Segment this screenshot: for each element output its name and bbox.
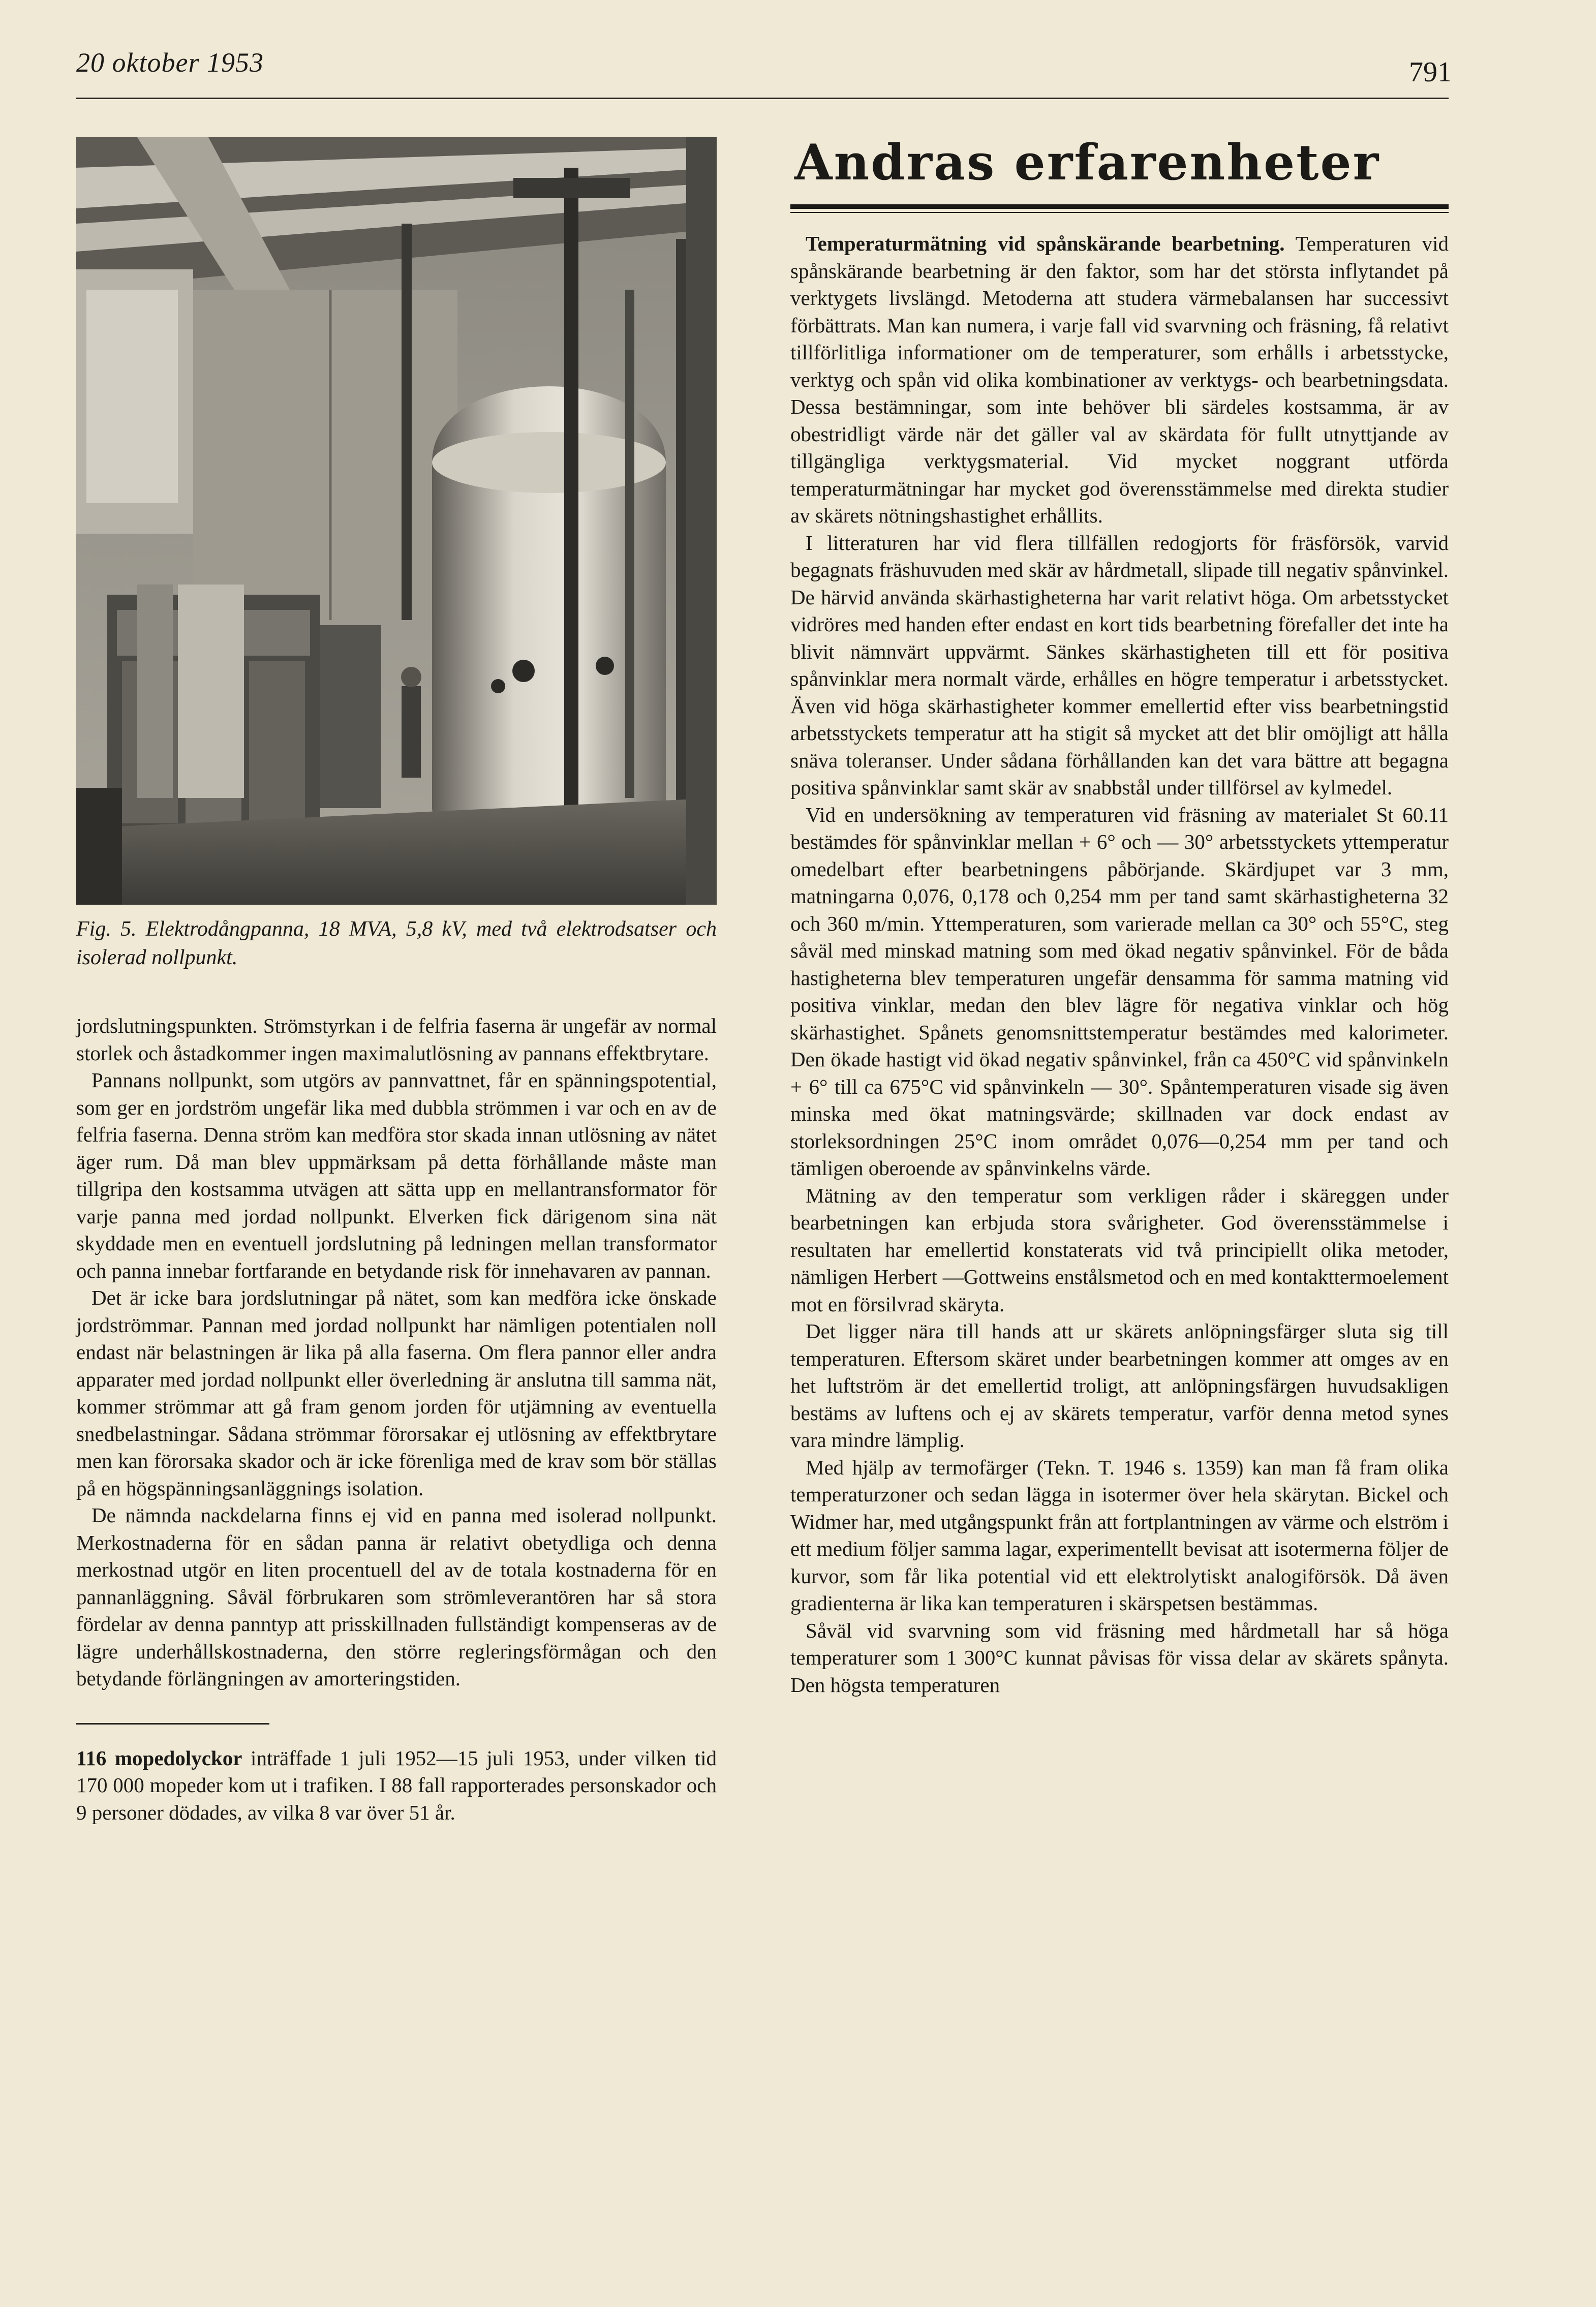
title-rule-thick [790, 204, 1449, 209]
lead-heading: Temperaturmätning vid spånskärande bearbetning. [806, 232, 1285, 255]
lead-paragraph [790, 230, 1449, 530]
right-paragraph: Det ligger nära till hands att ur skärets anlöpningsfärger sluta sig till temperaturen. Eftersom skäret under bearbetningen kommer att omges av en het luftström är det emellertid troligt, att anlöpningsfärgen huvudsakligen bestäms av luftens och ej av skärets temperatur, varför denna metod synes vara mindre lämplig. [790, 1319, 1449, 1452]
right-paragraph: Mätning av den temperatur som verkligen råder i skäreggen under bearbetningen kan erbjuda stora svårigheter. God överensstämmelse i resultaten har emellertid konstaterats vid två principiellt olika metoder, nämligen Herbert —Gottweins enstålsmetod och en med kontakttermoelement mot en försilvrad skäryta. [790, 1183, 1449, 1316]
figure-caption [76, 915, 717, 972]
boiler-photo-drawing [76, 137, 717, 905]
news-text: inträffade 1 juli 1952—15 juli 1953, under vilken tid 170 000 mopeder kom ut i trafiken. I 88 fall rapporterades personskador och 9 personer dödades, av vilka 8 var över 51 år. [76, 1746, 717, 1824]
left-article-body [76, 1012, 717, 1693]
news-separator-rule [76, 1723, 269, 1725]
boiler-photo [76, 137, 717, 905]
figure-label: Fig. 5. [76, 917, 137, 941]
running-head [76, 47, 1452, 93]
right-paragraph: Vid en undersökning av temperaturen vid fräsning av materialet St 60.11 bestämdes för spånvinklar mellan + 6° och — 30° arbetsstyckets yttemperatur omedelbart efter bearbetningens påbörjande. Skärdjupet var 3 mm, matningarna 0,076, 0,178 och 0,254 mm per tand samt skärhastigheterna 32 och 360 m/min. Yttemperaturen, som varierade mellan ca 30° och 55°C, steg såväl med minskad matning som med ökad negativ spånvinkel. För de båda hastigheterna blev temperaturen ungefär densamma för samma matning vid positiva vinklar, medan den blev lägre för negativa vinklar och hög skärhastighet. Spånets genomsnittstemperatur bestämdes med kalorimeter. Den ökade hastigt vid ökad negativ spånvinkel, från ca 450°C vid spånvinkeln + 6° till ca 675°C vid spånvinkeln — 30°. Spåntemperaturen visade sig även minska med ökat matningsvärde; skillnaden var dock endast av storleksordningen 25°C inom området 0,076—0,254 mm per tand och tämligen oberoende av spånvinkelns värde. [790, 803, 1449, 1180]
header-rule [76, 98, 1449, 99]
left-column [76, 137, 717, 1826]
section-title: Andras erfarenheter [794, 134, 1380, 191]
issue-date: 20 oktober 1953 [76, 47, 264, 78]
right-column [790, 134, 1449, 1699]
left-paragraph: Det är icke bara jordslutningar på nätet, som kan medföra icke önskade jordströmmar. Pannan med jordad nollpunkt har nämligen potentialen noll endast när belastningen är lika på alla faserna. Om flera pannor eller andra apparater med jordad nollpunkt eller överledning är anslutna till samma nät, kommer strömmar att gå fram genom jorden för utjämning av eventuella snedbelastningar. Sådana strömmar förorsakar ej utlösning av effektbrytare men kan förorsaka skador och är icke förenliga med de krav som bör ställas på en högspänningsanläggnings isolation. [76, 1286, 717, 1500]
left-paragraph: jordslutningspunkten. Strömstyrkan i de felfria faserna är ungefär av normal storlek och åstadkommer ingen maximalutlösning av pannans effektbrytare. [76, 1014, 717, 1065]
right-article-body [790, 230, 1449, 1699]
left-paragraph: Pannans nollpunkt, som utgörs av pannvattnet, får en spänningspotential, som ger en jordström ungefär lika med dubbla strömmen i var och en av de felfria faserna. Denna ström kan medföra stor skada innan utlösning av nätet äger rum. Då man blev uppmärksam på detta förhållande måste man tillgripa den kostsamma utvägen att sätta upp en mellantransformator för varje panna med jordad nollpunkt. Elverken fick därigenom sina nät skyddade men en eventuell jordslutning på ledningen mellan transformator och panna innebar fortfarande en betydande risk för innehavaren av pannan. [76, 1068, 717, 1282]
left-paragraph: De nämnda nackdelarna finns ej vid en panna med isolerad nollpunkt. Merkostnaderna för en sådan panna är relativt obetydliga och denna merkostnad utgör en liten procentuell del av de totala kostnaderna för en pannanläggning. Såväl förbrukaren som strömleverantören har så stora fördelar av denna panntyp att prisskillnaden fullständigt kompenseras av de lägre underhållskostnaderna, den större regleringsförmågan och den betydande förlängningen av amorteringstiden. [76, 1503, 717, 1690]
news-item [76, 1745, 717, 1827]
page-number: 791 [1409, 56, 1452, 88]
figure-caption-text: Elektrodångpanna, 18 MVA, 5,8 kV, med två elektrodsatser och isolerad nollpunkt. [76, 917, 717, 969]
title-rule-thin [790, 212, 1449, 213]
right-paragraph: Med hjälp av termofärger (Tekn. T. 1946 s. 1359) kan man få fram olika temperaturzoner och sedan lägga in isotermer över hela skärytan. Bickel och Widmer har, med utgångspunkt från att fortplantningen av värme och elström i ett medium följer samma lagar, experimentellt bevisat att isotermerna följer de kurvor, som får lika potential vid ett elektrolytiskt analogiförsök. Då även gradienterna är lika kan temperaturen i skärspetsen bestämmas. [790, 1455, 1449, 1615]
right-paragraph: I litteraturen har vid flera tillfällen redogjorts för fräsförsök, varvid begagnats fräshuvuden med skär av hårdmetall, slipade till negativ spånvinkel. De härvid använda skärhastigheterna har varit relativt höga. Om arbetsstycket vidröres med handen efter endast en kort tids bearbetning förefaller det inte ha blivit nämnvärt uppvärmt. Sänkes skärhastigheten till ett för positiva spånvinklar mera normalt värde, erhålles en högre temperatur i arbetsstycket. Även vid höga skärhastigheter kommer emellertid efter viss bearbetningstid arbetsstyckets temperatur att ha stigit så mycket att det blir omöjligt att hålla snäva toleranser. Under sådana förhållanden kan det vara bättre att begagna positiva spånvinklar samt skär av snabbstål under tillförsel av kylmedel. [790, 531, 1449, 799]
news-headline: 116 mopedolyckor [76, 1746, 242, 1770]
lead-text: Temperaturen vid spånskärande bearbetning är den faktor, som har det största inflytandet på verktygets livslängd. Metoderna att studera värmebalansen har successivt förbättrats. Man kan numera, i varje fall vid svarvning och fräsning, få relativt tillförlitliga informationer om de temperaturer, som erhålls i arbetsstycke, verktyg och spån vid olika kombinationer av verktygs- och bearbetningsdata. Dessa bestämningar, som inte behöver bli särdeles kostsamma, är av obestridligt värde när det gäller val av skärdata för fullt utnyttjande av tillgängliga verktygsmaterial. Vid mycket noggrant utförda temperaturmätningar har mycket god överensstämmelse med direkta studier av skärets nötningshastighet erhållits. [790, 232, 1449, 527]
right-paragraph: Såväl vid svarvning som vid fräsning med hårdmetall har så höga temperaturer som 1 300°C kunnat påvisas för vissa delar av skärets spånyta. Den högsta temperaturen [790, 1618, 1449, 1697]
